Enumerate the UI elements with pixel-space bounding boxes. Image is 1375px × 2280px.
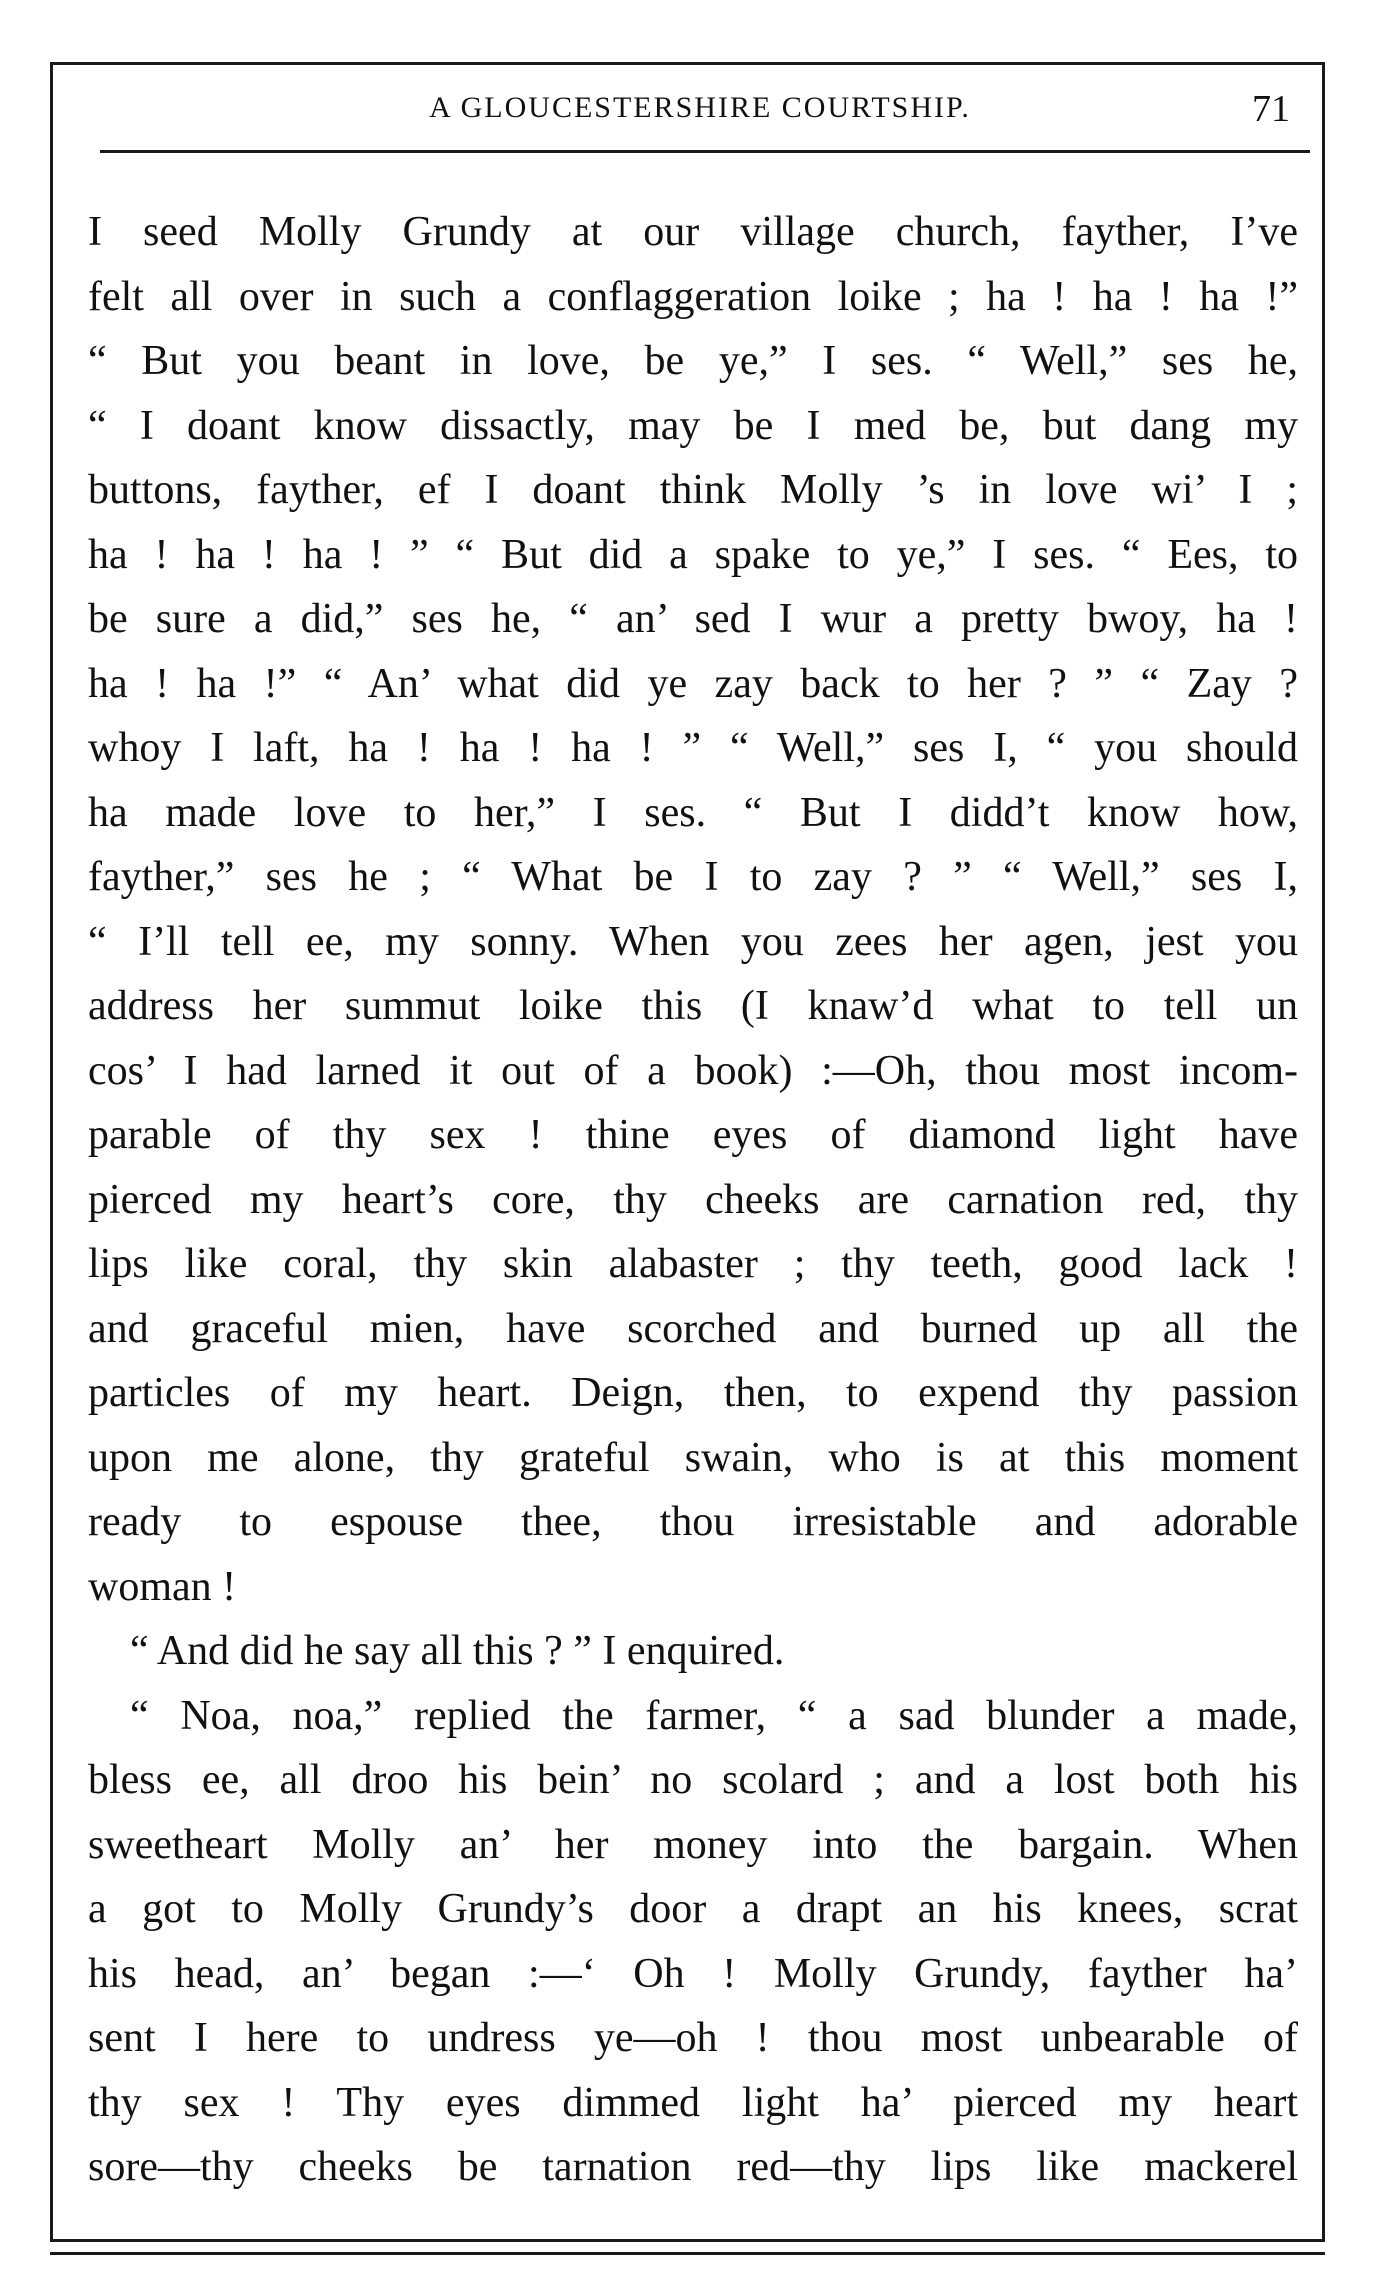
text-line: buttons, fayther, ef I doant think Molly ’s in love wi’ I ;	[88, 467, 1298, 513]
text-line: whoy I laft, ha ! ha ! ha ! ” “ Well,” ses I, “ you should	[88, 725, 1298, 771]
text-line: sent I here to undress ye—oh ! thou most unbearable of	[88, 2015, 1298, 2061]
text-line: particles of my heart. Deign, then, to expend thy passion	[88, 1370, 1298, 1416]
text-line: address her summut loike this (I knaw’d what to tell un	[88, 983, 1298, 1029]
bottom-rule	[50, 2252, 1325, 2255]
text-line: bless ee, all droo his bein’ no scolard ; and a lost both his	[88, 1757, 1298, 1803]
header-rule	[100, 150, 1310, 153]
text-line: ha ! ha !” “ An’ what did ye zay back to her ? ” “ Zay ?	[88, 660, 1298, 707]
text-line: thy sex ! Thy eyes dimmed light ha’ pierced my heart	[88, 2079, 1298, 2126]
text-line: “ And did he say all this ? ” I enquired.	[130, 1628, 785, 1674]
text-line: sore—thy cheeks be tarnation red—thy lips like mackerel	[88, 2144, 1298, 2190]
text-line: woman !	[88, 1563, 237, 1610]
text-line: and graceful mien, have scorched and burned up all the	[88, 1305, 1298, 1352]
text-line: sweetheart Molly an’ her money into the bargain. When	[88, 1821, 1298, 1868]
text-line: “ Noa, noa,” replied the farmer, “ a sad blunder a made,	[130, 1692, 1298, 1739]
text-line: ha made love to her,” I ses. “ But I didd’t know how,	[88, 789, 1298, 836]
text-line: cos’ I had larned it out of a book) :—Oh, thou most incom-	[88, 1047, 1298, 1094]
running-head: A GLOUCESTERSHIRE COURTSHIP.	[429, 91, 971, 124]
text-line: upon me alone, thy grateful swain, who is at this moment	[88, 1434, 1298, 1481]
text-line: fayther,” ses he ; “ What be I to zay ? ” “ Well,” ses I,	[88, 854, 1298, 900]
text-line: “ I doant know dissactly, may be I med be, but dang my	[88, 402, 1298, 449]
text-line: lips like coral, thy skin alabaster ; thy teeth, good lack !	[88, 1241, 1298, 1287]
text-line: felt all over in such a conflaggeration loike ; ha ! ha ! ha !”	[88, 273, 1298, 320]
text-line: I seed Molly Grundy at our village church, fayther, I’ve	[88, 209, 1298, 255]
text-line: pierced my heart’s core, thy cheeks are carnation red, thy	[88, 1176, 1298, 1223]
text-line: his head, an’ began :—‘ Oh ! Molly Grundy, fayther ha’	[88, 1950, 1298, 1997]
page-number: 71	[1252, 88, 1290, 130]
text-line: parable of thy sex ! thine eyes of diamond light have	[88, 1112, 1298, 1158]
page-header	[100, 85, 1300, 145]
text-line: ready to espouse thee, thou irresistable and adorable	[88, 1499, 1298, 1545]
body-text	[88, 200, 1298, 2200]
text-line: a got to Molly Grundy’s door a drapt an his knees, scrat	[88, 1886, 1298, 1932]
text-line: be sure a did,” ses he, “ an’ sed I wur a pretty bwoy, ha !	[88, 596, 1298, 642]
text-line: “ But you beant in love, be ye,” I ses. “ Well,” ses he,	[88, 338, 1298, 384]
text-line: ha ! ha ! ha ! ” “ But did a spake to ye,” I ses. “ Ees, to	[88, 531, 1298, 578]
text-line: “ I’ll tell ee, my sonny. When you zees her agen, jest you	[88, 918, 1298, 965]
